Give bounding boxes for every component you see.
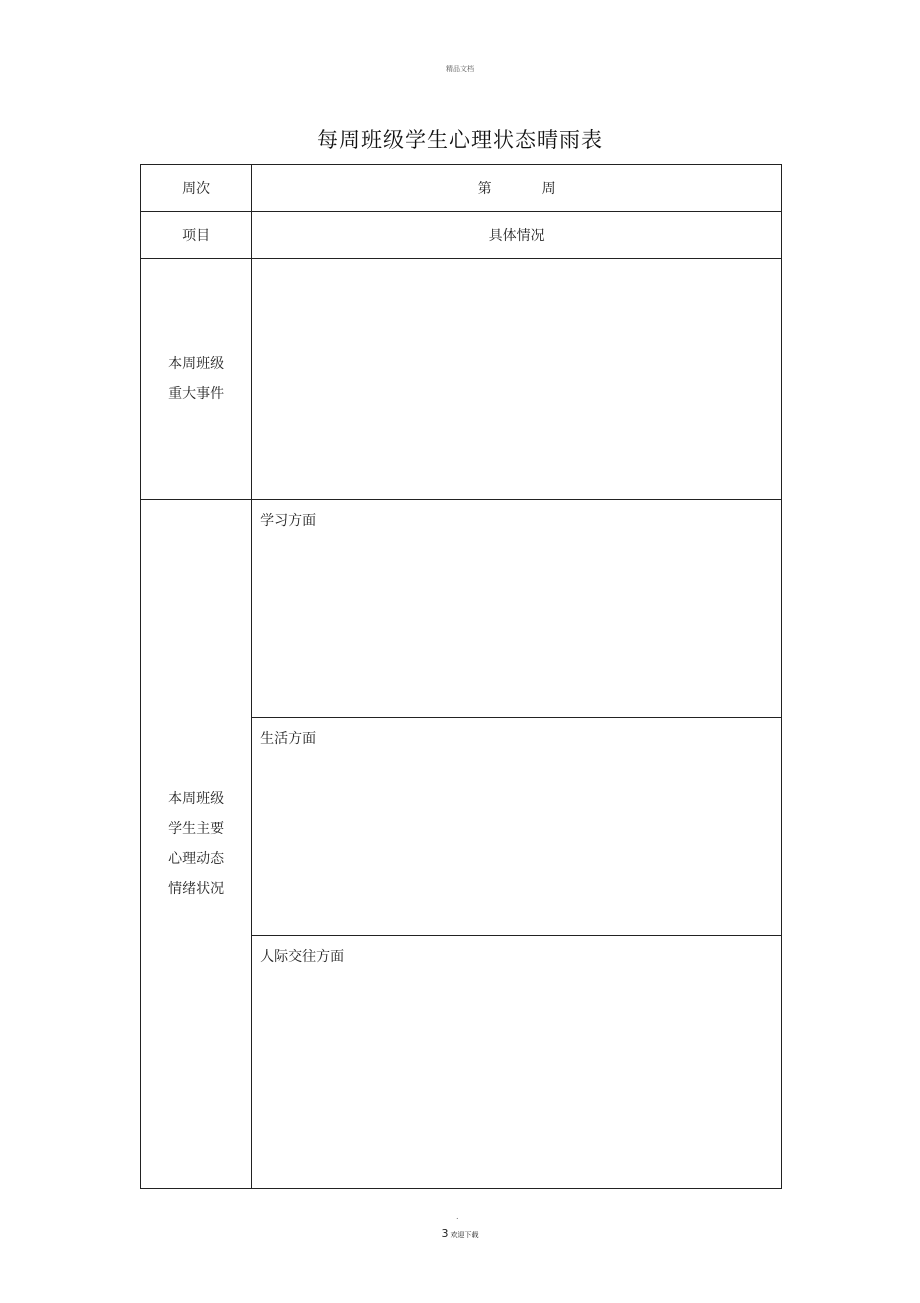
events-row bbox=[141, 259, 782, 500]
item-value: 具体情况 bbox=[252, 212, 782, 259]
state-label-line: 情绪状况 bbox=[168, 880, 225, 897]
state-label-line: 学生主要 bbox=[168, 820, 225, 837]
header-note: 精品文档 bbox=[446, 65, 474, 73]
footer-text: 欢迎下载 bbox=[450, 1231, 479, 1239]
page-number: 3 bbox=[441, 1227, 449, 1240]
week-label: 周次 bbox=[141, 165, 252, 212]
weekly-form-table bbox=[140, 164, 782, 1189]
life-section-cell[interactable] bbox=[252, 717, 782, 936]
state-label-line: 心理动态 bbox=[168, 850, 225, 867]
item-label: 项目 bbox=[141, 212, 252, 259]
state-label-line: 本周班级 bbox=[168, 790, 225, 807]
item-row bbox=[141, 212, 782, 259]
events-content-cell[interactable] bbox=[252, 259, 782, 500]
social-section-cell[interactable] bbox=[252, 936, 782, 1189]
events-label bbox=[141, 259, 252, 500]
social-section-label: 人际交往方面 bbox=[260, 949, 345, 966]
week-prefix: 第 bbox=[477, 181, 492, 198]
week-suffix: 周 bbox=[541, 181, 556, 198]
week-row bbox=[141, 165, 782, 212]
week-value-cell[interactable] bbox=[252, 165, 782, 212]
footer-dot: . bbox=[456, 1212, 459, 1221]
study-section-cell[interactable] bbox=[252, 499, 782, 717]
page-footer bbox=[0, 1222, 920, 1241]
study-section-label: 学习方面 bbox=[260, 512, 317, 529]
events-label-line: 本周班级 bbox=[168, 356, 225, 373]
study-row bbox=[141, 499, 782, 717]
state-label bbox=[141, 499, 252, 1188]
life-section-label: 生活方面 bbox=[260, 730, 317, 747]
document-title: 每周班级学生心理状态晴雨表 bbox=[317, 128, 603, 152]
events-label-line: 重大事件 bbox=[168, 386, 225, 403]
